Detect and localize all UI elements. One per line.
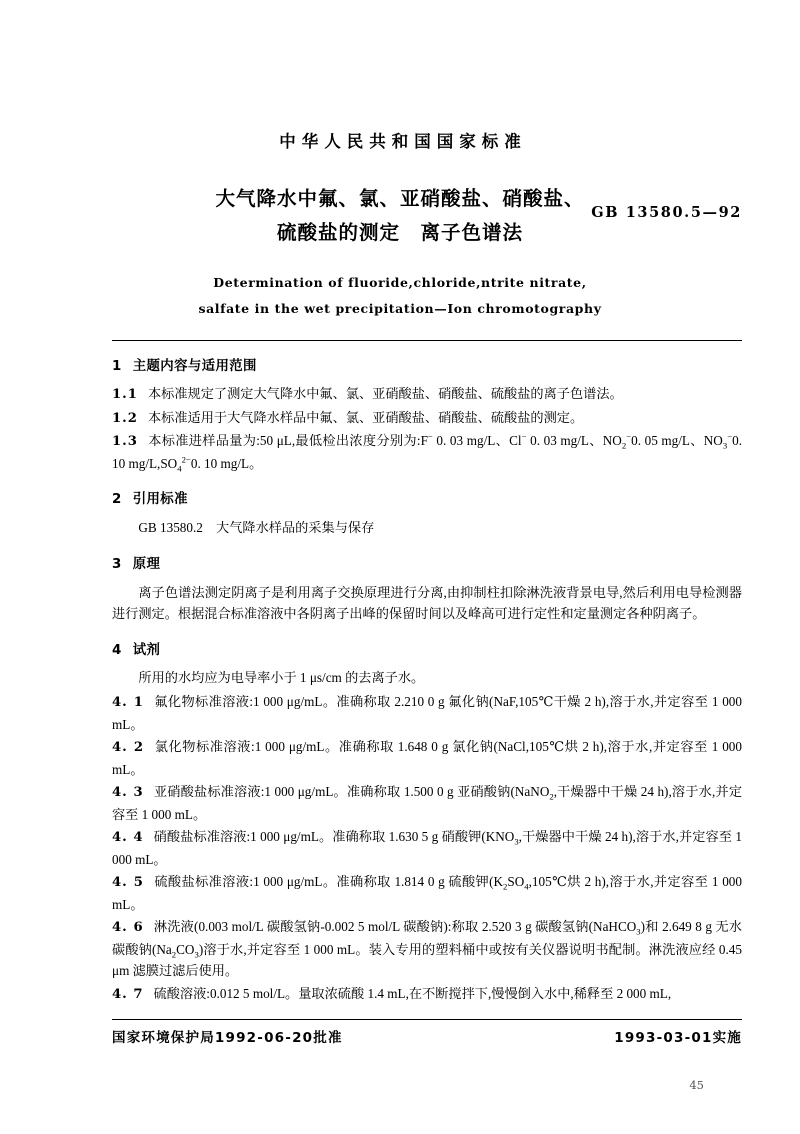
charge-fluoride: − <box>427 431 433 442</box>
charge-sulfate: 2− <box>181 454 191 465</box>
sub-kno3: 3 <box>514 836 519 847</box>
english-title <box>0 270 800 321</box>
clause-text-4-1: 氟化物标准溶液:1 000 μg/mL。准确称取 2.210 0 g 氟化钠(NaF,105℃干燥 2 h),溶于水,并定容至 1 000 mL。 <box>112 694 742 732</box>
sub-na2co3-o: 3 <box>194 949 199 960</box>
clause-4-4 <box>112 826 742 870</box>
clause-text-4-3-a: 亚硝酸盐标准溶液:1 000 μg/mL。准确称取 1.500 0 g 亚硝酸钠(NaNO <box>153 784 550 800</box>
sub-nano2: 2 <box>549 791 554 802</box>
charge-nitrite: − <box>626 431 632 442</box>
section-heading-3 <box>112 554 742 576</box>
sub-nitrate: 3 <box>722 441 728 452</box>
clause-text-4-2: 氯化物标准溶液:1 000 μg/mL。准确称取 1.648 0 g 氯化钠(NaCl,105℃烘 2 h),溶于水,并定容至 1 000 mL。 <box>112 739 742 777</box>
header-divider <box>112 340 742 341</box>
clause-number-4-6: 4. 6 <box>112 920 144 936</box>
document-body <box>112 356 742 1006</box>
section-number-4: 4 <box>112 642 122 658</box>
section-number-2: 2 <box>112 492 122 508</box>
charge-nitrate: − <box>727 431 733 442</box>
standard-number: GB 13580.5—92 <box>591 204 742 221</box>
page-footer <box>112 1026 742 1046</box>
section-number-3: 3 <box>112 556 122 572</box>
english-title-line-1: Determination of fluoride,chloride,ntrite nitrate, <box>213 275 587 291</box>
clause-number-1-1: 1.1 <box>112 387 138 403</box>
referenced-standard: GB 13580.2 大气降水样品的采集与保存 <box>138 520 375 536</box>
clause-text-1-2: 本标准适用于大气降水样品中氟、氯、亚硝酸盐、硝酸盐、硫酸盐的测定。 <box>147 409 584 425</box>
document-title-line-1: 大气降水中氟、氯、亚硝酸盐、硝酸盐、 <box>215 187 585 210</box>
clause-text-4-4-a: 硝酸盐标准溶液:1 000 μg/mL。准确称取 1.630 5 g 硝酸钾(KNO <box>153 829 515 845</box>
principle-paragraph: 离子色谱法测定阴离子是利用离子交换原理进行分离,由抑制柱扣除淋洗液背景电导,然后利用电导检测器进行测定。根据混合标准溶液中各阴离子出峰的保留时间以及峰高可进行定性和定量测定各种阴离子。 <box>112 584 742 622</box>
clause-text-4-5-c: ,105℃烘 2 h),溶于水,并定容至 1 000 mL。 <box>112 874 742 912</box>
clause-text-1-3-d: 0. 05 mg/L、NO <box>631 433 723 449</box>
clause-text-4-3-b: ,干燥器中干燥 24 h),溶于水,并定容至 1 000 mL。 <box>112 784 742 822</box>
clause-text-1-3-c: 0. 03 mg/L、NO <box>526 433 622 449</box>
clause-4-2 <box>112 736 742 780</box>
footer-divider <box>112 1019 742 1020</box>
clause-1-1 <box>112 383 742 406</box>
document-title-line-2: 硫酸盐的测定 离子色谱法 <box>276 221 523 245</box>
sub-sulfate: 4 <box>177 463 182 474</box>
page-number: 45 <box>689 1078 704 1092</box>
clause-text-4-7: 硫酸溶液:0.012 5 mol/L。量取浓硫酸 1.4 mL,在不断搅拌下,慢慢倒入水中,稀释至 2 000 mL, <box>153 985 672 1001</box>
clause-number-4-3: 4. 3 <box>112 785 144 801</box>
section-title-3: 原理 <box>132 556 161 572</box>
clause-4-5 <box>112 871 742 915</box>
clause-1-3 <box>112 430 742 474</box>
clause-number-4-5: 4. 5 <box>112 875 144 891</box>
clause-number-4-7: 4. 7 <box>112 986 144 1002</box>
section-title-2: 引用标准 <box>132 492 188 508</box>
sub-na2co3-na: 2 <box>171 949 177 960</box>
sub-k2so4-k: 2 <box>503 881 508 892</box>
section-heading-4 <box>112 640 742 662</box>
clause-4-1 <box>112 691 742 735</box>
reagents-intro: 所用的水均应为电导率小于 1 μs/cm 的去离子水。 <box>138 670 425 686</box>
section-title-4: 试剂 <box>132 642 161 658</box>
footer-approval: 国家环境保护局1992-06-20批准 <box>112 1030 343 1046</box>
clause-text-4-6-a: 淋洗液(0.003 mol/L 碳酸氢钠-0.002 5 mol/L 碳酸钠):称取 2.520 3 g 碳酸氢钠(NaHCO <box>153 919 637 935</box>
clause-text-1-3-a: 本标准进样品量为:50 μL,最低检出浓度分别为:F <box>147 433 428 449</box>
clause-text-1-1: 本标准规定了测定大气降水中氟、氯、亚硝酸盐、硝酸盐、硫酸盐的离子色谱法。 <box>147 386 623 402</box>
sub-nahco3: 3 <box>636 926 641 937</box>
clause-number-4-2: 4. 2 <box>112 740 145 756</box>
clause-text-1-3-f: 0. 10 mg/L。 <box>190 455 263 471</box>
charge-chloride: − <box>521 431 527 442</box>
sub-k2so4-o: 4 <box>524 881 529 892</box>
sub-nitrite: 2 <box>621 441 627 452</box>
clause-text-4-4-b: ,干燥器中干燥 24 h),溶于水,并定容至 1 000 mL。 <box>112 829 742 867</box>
clause-number-1-2: 1.2 <box>112 410 138 426</box>
section-number-1: 1 <box>112 358 122 374</box>
clause-text-4-6-c: CO <box>176 941 195 957</box>
clause-text-4-5-b: SO <box>507 874 525 890</box>
title-block <box>0 182 800 250</box>
footer-effective-date: 1993-03-01实施 <box>614 1030 742 1046</box>
section-heading-1 <box>112 356 742 378</box>
clause-number-4-4: 4. 4 <box>112 830 144 846</box>
clause-4-6 <box>112 916 742 982</box>
english-title-line-2: salfate in the wet precipitation—Ion chromotography <box>198 300 602 316</box>
masthead <box>0 0 800 322</box>
clause-4-3 <box>112 781 742 825</box>
clause-number-4-1: 4. 1 <box>112 695 144 710</box>
clause-4-7 <box>112 983 742 1006</box>
clause-text-4-6-b: )和 2.649 8 g 无水碳酸钠(Na <box>112 919 742 957</box>
clause-number-1-3: 1.3 <box>112 434 138 450</box>
clause-text-1-3-e: 0. 10 mg/L,SO <box>112 433 742 471</box>
section-title-1: 主题内容与适用范围 <box>132 358 257 374</box>
section-heading-2 <box>112 489 742 511</box>
national-standard-line: 中华人民共和国国家标准 <box>279 132 527 151</box>
clause-text-4-6-d: )溶于水,并定容至 1 000 mL。装入专用的塑料桶中或按有关仪器说明书配制。淋洗液应经 0.45 μm 滤膜过滤后使用。 <box>112 941 742 979</box>
clause-1-2 <box>112 407 742 430</box>
clause-text-1-3-b: 0. 03 mg/L、Cl <box>432 433 522 449</box>
clause-text-4-5-a: 硫酸盐标准溶液:1 000 μg/mL。准确称取 1.814 0 g 硫酸钾(K <box>153 874 504 890</box>
